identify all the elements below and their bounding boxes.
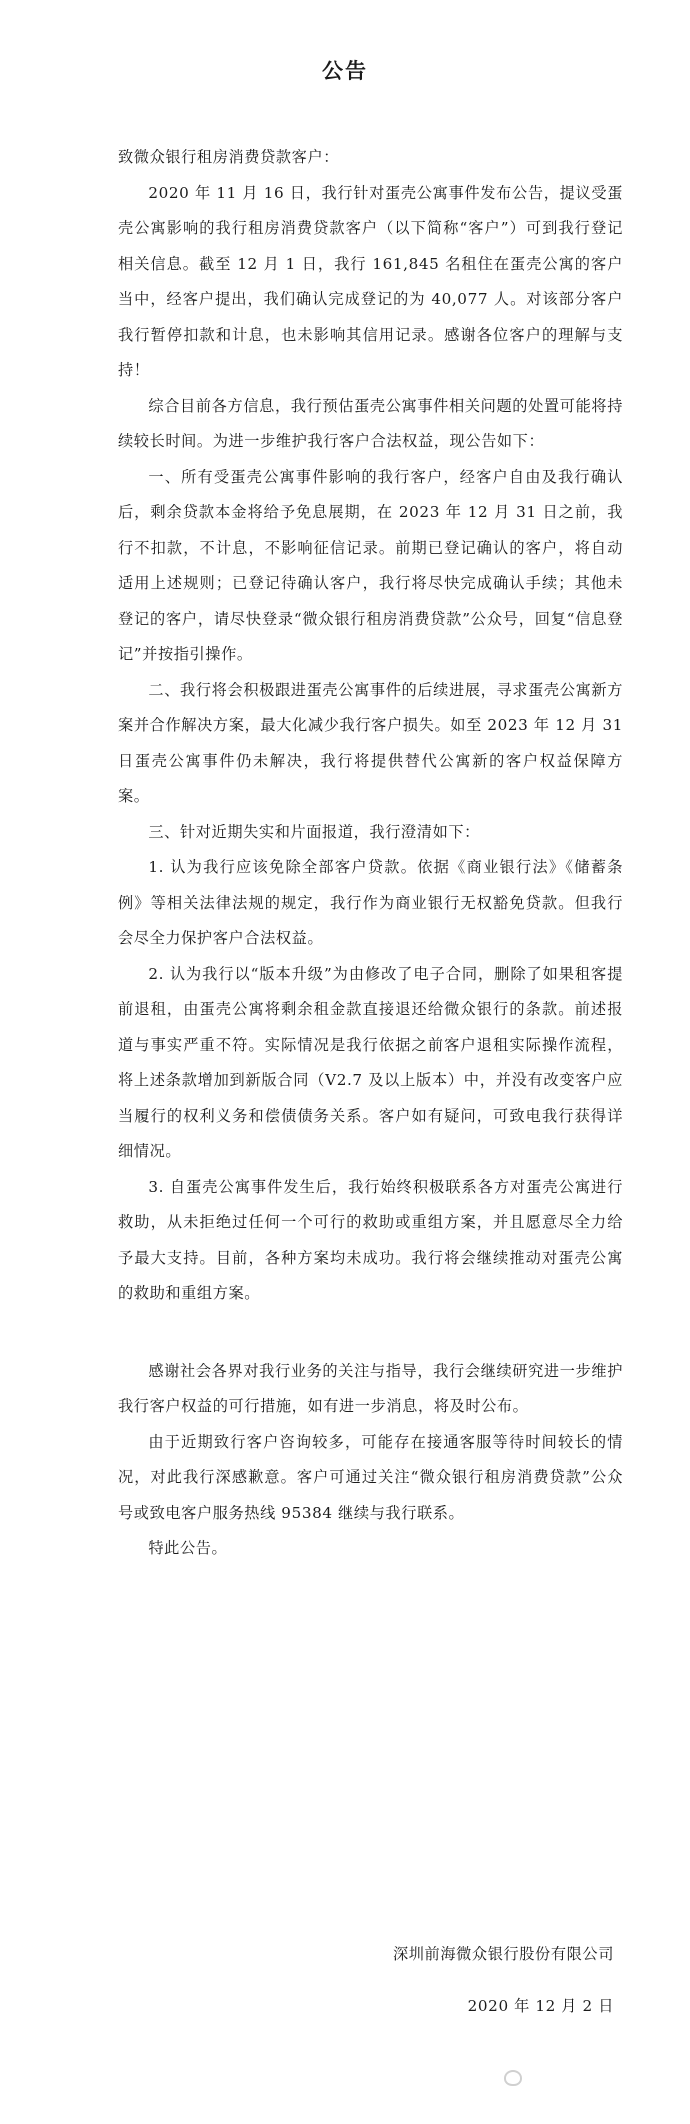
- clarification-point-3: 3. 自蛋壳公寓事件发生后，我行始终积极联系各方对蛋壳公寓进行救助，从未拒绝过任何一个可行的救助或重组方案，并且愿意尽全力给予最大支持。目前，各种方案均未成功。我行将会继续推动对蛋壳公寓的救助和重组方案。: [118, 1177, 623, 1302]
- watermark-logo-icon: [504, 2070, 522, 2086]
- paragraph-item-one: 一、所有受蛋壳公寓事件影响的我行客户，经客户自由及我行确认后，剩余贷款本金将给予免息展期，在 2023 年 12 月 31 日之前，我行不扣款，不计息，不影响征信记录。前期已登记确认的客户，将自动适用上述规则；已登记待确认客户，我行将尽快完成确认手续；其他未登记的客户，请尽快登录“微众银行租房消费贷款”公众号，回复“信息登记”并按指引操作。: [118, 467, 623, 663]
- closing-statement: 特此公告。: [148, 1539, 228, 1557]
- closing-contact: 由于近期致行客户咨询较多，可能存在接通客服等待时间较长的情况，对此我行深感歉意。客户可通过关注“微众银行租房消费贷款”公众号或致电客户服务热线 95384 继续与我行联系。: [118, 1432, 623, 1522]
- signer-name: 深圳前海微众银行股份有限公司: [392, 1945, 614, 1963]
- paragraph-announcement-lead: 综合目前各方信息，我行预估蛋壳公寓事件相关问题的处置可能将持续较长时间。为进一步维护我行客户合法权益，现公告如下：: [118, 396, 623, 450]
- signoff-date: 2020 年 12 月 2 日: [467, 1997, 614, 2015]
- signoff-block: [393, 1928, 614, 2032]
- document-body: [118, 140, 623, 1567]
- paragraph-item-three: 三、针对近期失实和片面报道，我行澄清如下：: [148, 822, 480, 841]
- greeting-line: 致微众银行租房消费贷款客户：: [118, 148, 340, 166]
- closing-thanks: 感谢社会各界对我行业务的关注与指导，我行会继续研究进一步维护我行客户权益的可行措施，如有进一步消息，将及时公布。: [118, 1361, 623, 1415]
- platform-watermark: [504, 2068, 632, 2088]
- paragraph-intro: 2020 年 11 月 16 日，我行针对蛋壳公寓事件发布公告，提议受蛋壳公寓影响的我行租房消费贷款客户（以下简称“客户”）可到我行登记相关信息。截至 12 月 1 日，我行 161,845 名租住在蛋壳公寓的客户当中，经客户提出，我们确认完成登记的为 40,077 人。对该部分客户我行暂停扣款和计息，也未影响其信用记录。感谢各位客户的理解与支持！: [118, 183, 623, 379]
- clarification-point-1: 1. 认为我行应该免除全部客户贷款。依据《商业银行法》《储蓄条例》等相关法律法规的规定，我行作为商业银行无权豁免贷款。但我行会尽全力保护客户合法权益。: [118, 858, 623, 947]
- document-title: 公告: [322, 59, 368, 83]
- paragraph-item-two: 二、我行将会积极跟进蛋壳公寓事件的后续进展，寻求蛋壳公寓新方案并合作解决方案，最大化减少我行客户损失。如至 2023 年 12 月 31 日蛋壳公寓事件仍未解决，我行将提供替代公寓新的客户权益保障方案。: [118, 680, 623, 805]
- clarification-point-2: 2. 认为我行以“版本升级”为由修改了电子合同，删除了如果租客提前退租，由蛋壳公寓将剩余租金款直接退还给微众银行的条款。前述报道与事实严重不符。实际情况是我行依据之前客户退租实际操作流程，将上述条款增加到新版合同（V2.7 及以上版本）中，并没有改变客户应当履行的权利义务和偿债债务关系。客户如有疑问，可致电我行获得详细情况。: [118, 964, 623, 1160]
